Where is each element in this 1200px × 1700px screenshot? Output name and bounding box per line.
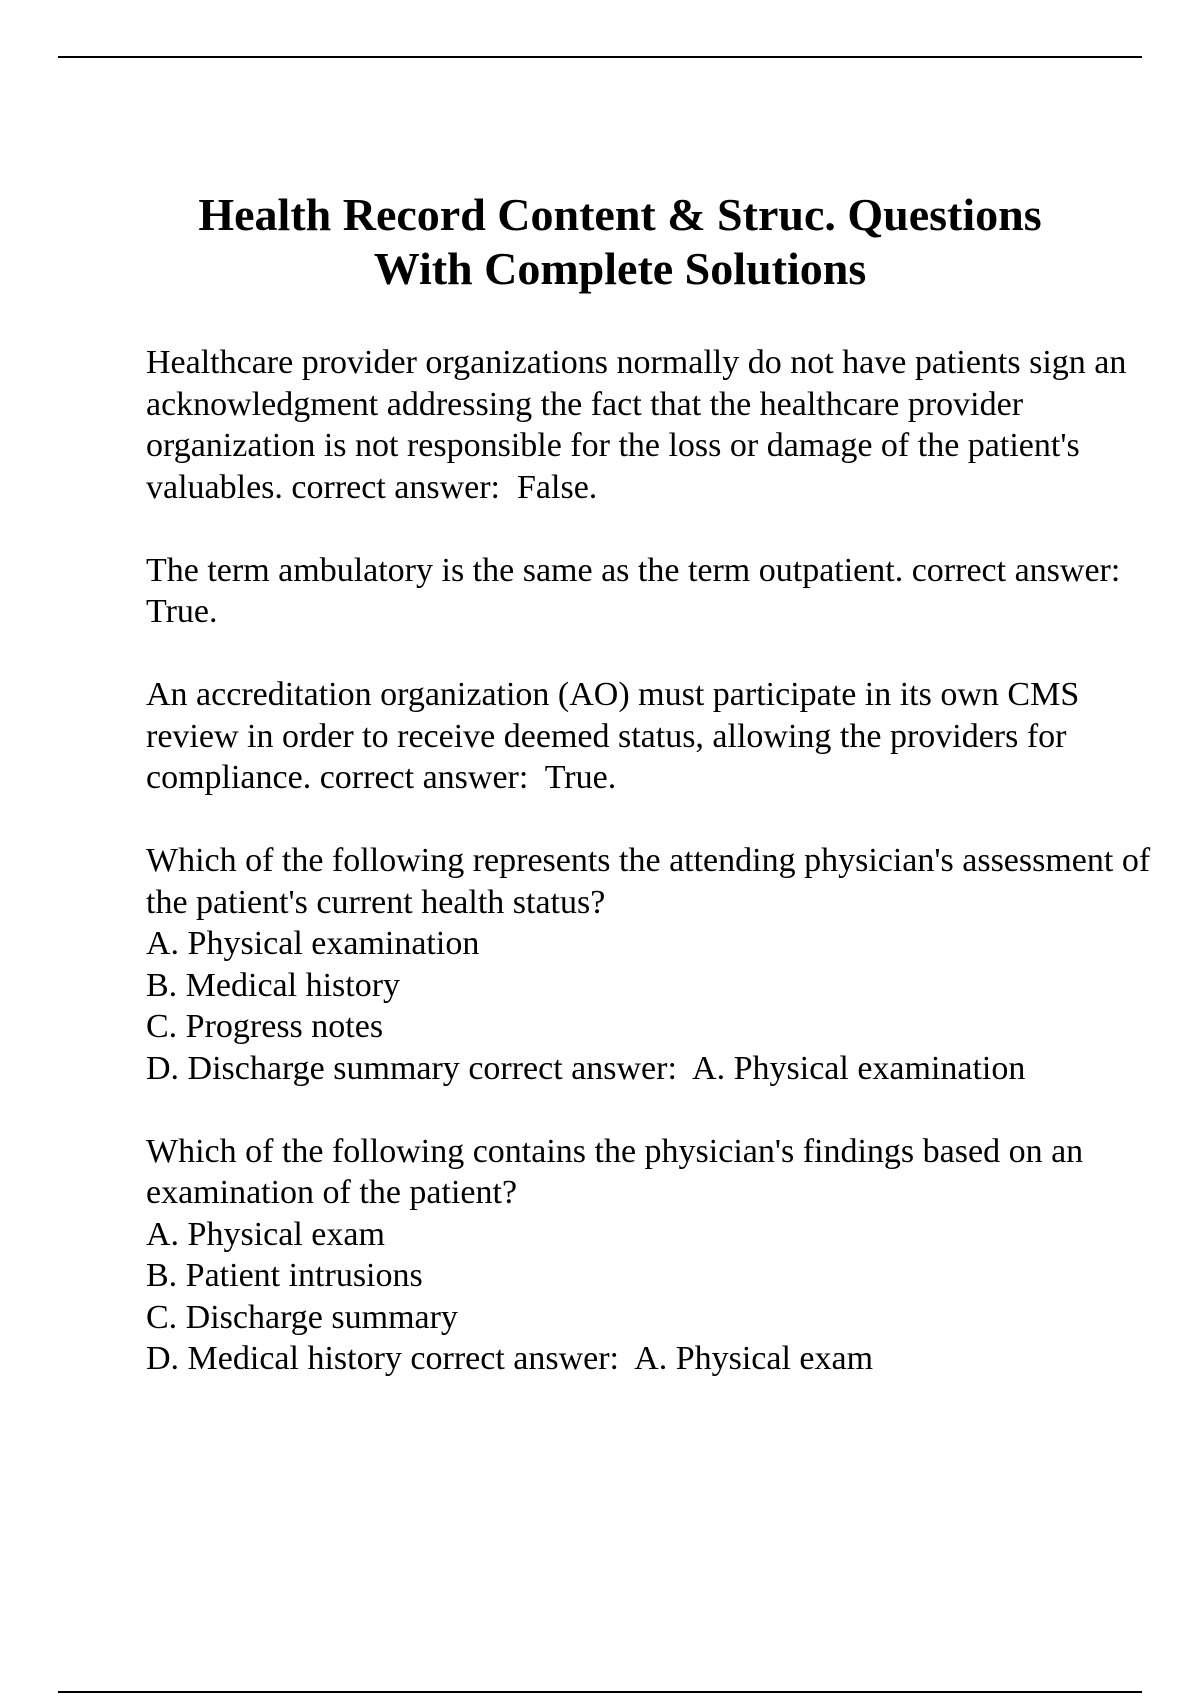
- answer-text: A. Physical exam: [634, 1340, 874, 1377]
- footer-rule: [58, 1691, 1142, 1693]
- question-item: [146, 1131, 1160, 1380]
- question-text: An accreditation organization (AO) must participate in its own CMS review in order to receive deemed status, allowing the providers for compliance.: [146, 676, 1080, 796]
- answer-prefix: correct answer:: [468, 1049, 677, 1087]
- question-list: [146, 342, 1160, 1421]
- question-item: [146, 674, 1160, 799]
- answer-prefix: correct answer:: [410, 1340, 620, 1377]
- document-title: [100, 188, 1140, 296]
- answer-option: D. Medical history: [146, 1340, 402, 1377]
- answer-option: C. Progress notes: [146, 1008, 384, 1045]
- answer-option: B. Patient intrusions: [146, 1257, 423, 1294]
- answer-text: True.: [146, 593, 218, 630]
- answer-option: D. Discharge summary: [146, 1049, 460, 1087]
- answer-prefix: correct answer:: [911, 551, 1121, 589]
- question-item: [146, 342, 1160, 508]
- answer-option: C. Discharge summary: [146, 1298, 458, 1336]
- question-text: Which of the following contains the physician's findings based on an examination of the patient?: [146, 1132, 1084, 1211]
- answer-prefix: correct answer:: [319, 759, 529, 796]
- question-text: The term ambulatory is the same as the term outpatient.: [146, 551, 904, 589]
- question-item: [146, 550, 1160, 633]
- answer-text: A. Physical examination: [692, 1049, 1026, 1087]
- last-option-with-answer: [146, 1338, 1160, 1380]
- document-title-line-1: Health Record Content & Struc. Questions: [198, 189, 1042, 240]
- header-rule: [58, 56, 1142, 58]
- question-text: Which of the following represents the attending physician's assessment of the patient's current health status?: [146, 842, 1151, 921]
- document-title-line-2: With Complete Solutions: [373, 243, 867, 294]
- question-item: [146, 840, 1160, 1089]
- answer-prefix: correct answer:: [291, 468, 501, 506]
- answer-text: True.: [544, 759, 617, 796]
- answer-option: B. Medical history: [146, 966, 401, 1004]
- answer-text: False.: [517, 468, 598, 506]
- question-text: Healthcare provider organizations normally do not have patients sign an acknowledgment addressing the fact that the healthcare provider organization is not responsible for the loss or damage of the patient's valuables.: [146, 344, 1127, 506]
- answer-option: A. Physical exam: [146, 1215, 385, 1253]
- last-option-with-answer: [146, 1048, 1160, 1090]
- answer-option: A. Physical examination: [146, 925, 480, 962]
